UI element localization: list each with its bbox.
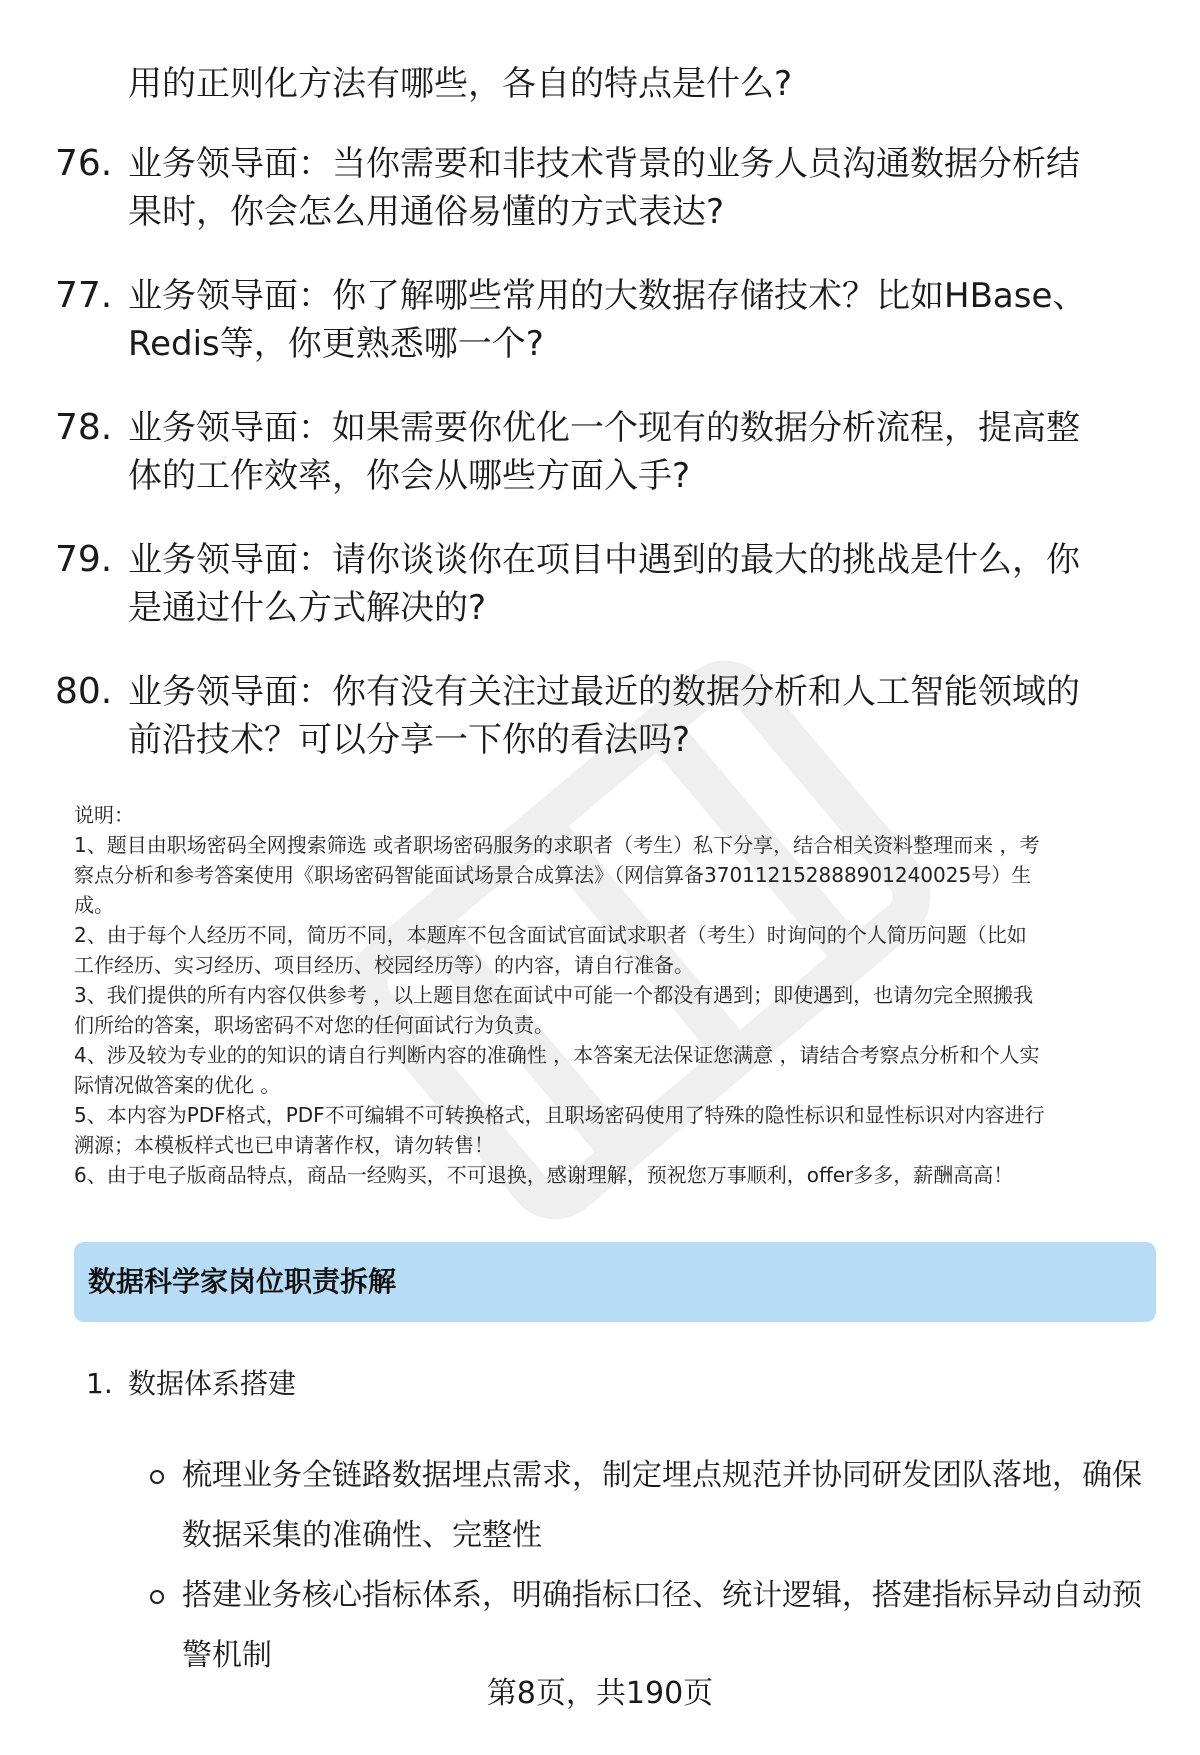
question-text-line: 业务领导面：如果需要你优化一个现有的数据分析流程，提高整 (128, 408, 1080, 448)
question-number: 77. (55, 275, 113, 316)
continued-question-text: 用的正则化方法有哪些，各自的特点是什么? (128, 64, 793, 104)
notes-line: 3、我们提供的所有内容仅供参考 ，以上题目您在面试中可能一个都没有遇到；即使遇到，也请勿完全照搬我 (74, 983, 1034, 1007)
question-text-line: 业务领导面：你有没有关注过最近的数据分析和人工智能领域的 (128, 672, 1080, 712)
question-text-line: 业务领导面：请你谈谈你在项目中遇到的最大的挑战是什么，你 (128, 540, 1080, 580)
question-text-line: 是通过什么方式解决的? (128, 588, 487, 628)
question-text-line: 业务领导面：当你需要和非技术背景的业务人员沟通数据分析结 (128, 144, 1080, 184)
bullet-text-line: 梳理业务全链路数据埋点需求，制定埋点规范并协同研发团队落地，确保 (182, 1458, 1142, 1493)
notes-line: 工作经历、实习经历、项目经历、校园经历等）的内容，请自行准备。 (74, 953, 694, 977)
page-number-footer: 第8页，共190页 (486, 1676, 714, 1711)
section-item-heading (86, 1362, 296, 1406)
question-list (0, 140, 1200, 800)
notes-line: 4、涉及较为专业的的知识的请自行判断内容的准确性 ，本答案无法保证您满意 ，请结合考察点分析和个人实 (74, 1043, 1040, 1067)
notes-line: 2、由于每个人经历不同，简历不同，本题库不包含面试官面试求职者（考生）时询问的个人简历问题（比如 (74, 923, 1027, 947)
question-text-line: 前沿技术？可以分享一下你的看法吗? (128, 720, 691, 760)
hollow-bullet-icon (150, 1590, 164, 1604)
notes-line: 成。 (74, 893, 114, 917)
notes-line: 5、本内容为PDF格式，PDF不可编辑不可转换格式，且职场密码使用了特殊的隐性标识和显性标识对内容进行 (74, 1103, 1045, 1127)
section-title: 数据科学家岗位职责拆解 (88, 1265, 397, 1298)
notes-line: 察点分析和参考答案使用《职场密码智能面试场景合成算法》（网信算备370112152888901240025号）生 (74, 863, 1032, 887)
question-text-line: 体的工作效率，你会从哪些方面入手? (128, 456, 691, 496)
section-header-bar (74, 1242, 1156, 1322)
notes-line: 际情况做答案的优化 。 (74, 1073, 281, 1097)
question-number: 78. (55, 407, 113, 448)
notes-line: 1、题目由职场密码全网搜索筛选 或者职场密码服务的求职者（考生）私下分享，结合相关资料整理而来 ，考 (74, 833, 1040, 857)
question-text-line: Redis等，你更熟悉哪一个? (128, 324, 544, 364)
question-text-line: 业务领导面：你了解哪些常用的大数据存储技术？比如HBase、 (128, 276, 1087, 316)
bullet-text-line: 警机制 (182, 1638, 272, 1673)
notes-line: 6、由于电子版商品特点，商品一经购买，不可退换，感谢理解，预祝您万事顺利，offer多多，薪酬高高！ (74, 1163, 1014, 1187)
question-item (0, 272, 1200, 404)
bullet-text-line: 搭建业务核心指标体系，明确指标口径、统计逻辑，搭建指标异动自动预 (182, 1578, 1142, 1613)
notes-block (74, 800, 1164, 1190)
bullet-text-line: 数据采集的准确性、完整性 (182, 1518, 542, 1553)
question-number: 76. (55, 143, 113, 184)
question-item (0, 536, 1200, 668)
question-item (0, 140, 1200, 272)
notes-heading: 说明： (74, 803, 134, 827)
question-number: 80. (55, 671, 113, 712)
hollow-bullet-icon (150, 1470, 164, 1484)
question-number: 79. (55, 539, 113, 580)
question-text-line: 果时，你会怎么用通俗易懂的方式表达? (128, 192, 725, 232)
section-item-label: 数据体系搭建 (128, 1367, 297, 1400)
notes-line: 溯源；本模板样式也已申请著作权，请勿转售！ (74, 1133, 494, 1157)
question-item (0, 404, 1200, 536)
section-item-number: 1. (86, 1367, 113, 1400)
notes-line: 们所给的答案，职场密码不对您的任何面试行为负责。 (74, 1013, 554, 1037)
question-item (0, 668, 1200, 800)
